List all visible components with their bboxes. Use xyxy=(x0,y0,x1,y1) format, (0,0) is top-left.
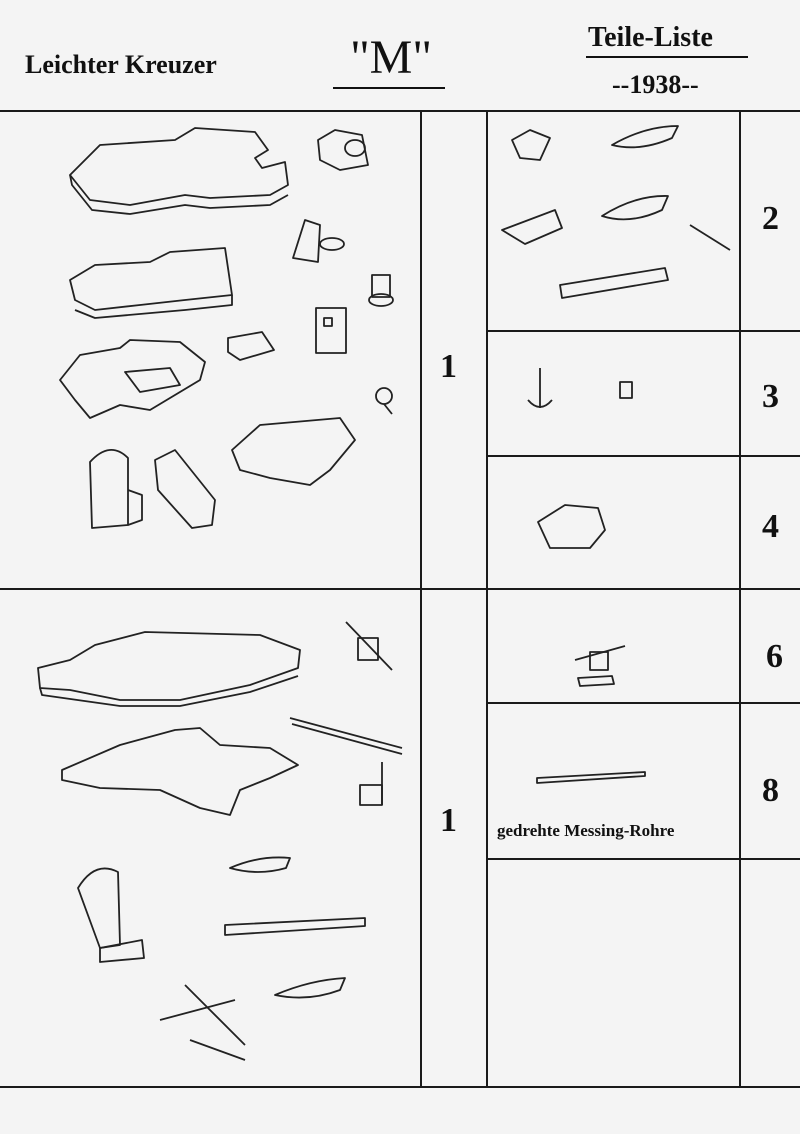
boat-icon xyxy=(602,196,668,219)
section-number-upper: 1 xyxy=(440,348,457,385)
funnel-icon xyxy=(78,868,144,962)
section-number-6: 6 xyxy=(766,638,783,675)
deck-plate-icon xyxy=(60,340,205,418)
turret-icon xyxy=(538,505,605,548)
deck-plate-icon xyxy=(232,418,355,485)
funnel-icon xyxy=(316,308,346,353)
boat-icon xyxy=(230,857,290,872)
crane-icon xyxy=(502,210,562,244)
caption-brass-tubes: gedrehte Messing-Rohre xyxy=(497,821,675,840)
deck-plate-icon xyxy=(70,128,288,214)
boat-icon xyxy=(612,126,678,147)
section-number-8: 8 xyxy=(762,772,779,809)
mast-icon xyxy=(360,762,382,805)
section-number-3: 3 xyxy=(762,378,779,415)
crane-icon xyxy=(225,918,365,935)
header-year: --1938-- xyxy=(612,70,699,99)
gun-icon xyxy=(690,225,730,250)
deck-plate-icon xyxy=(38,632,300,706)
aircraft-icon xyxy=(160,985,245,1060)
gun-icon xyxy=(575,646,625,686)
deck-plate-icon xyxy=(62,728,298,815)
crane-icon xyxy=(290,718,402,754)
funnel-icon xyxy=(90,450,142,528)
tube-icon xyxy=(537,772,645,783)
section-number-lower: 1 xyxy=(440,802,457,839)
turret-icon xyxy=(620,382,632,398)
deck-plate-icon xyxy=(228,332,274,360)
header-title-center: "M" xyxy=(350,31,432,84)
boat-icon xyxy=(275,978,345,998)
turret-icon xyxy=(369,275,393,306)
anchor-icon xyxy=(528,368,552,408)
turret-icon xyxy=(318,130,368,170)
turret-icon xyxy=(376,388,392,414)
turret-icon xyxy=(512,130,550,160)
gun-icon xyxy=(346,622,392,670)
section-number-2: 2 xyxy=(762,200,779,237)
crane-icon xyxy=(560,268,668,298)
deck-plate-icon xyxy=(70,248,232,318)
header-title-left: Leichter Kreuzer xyxy=(25,50,217,79)
mast-icon xyxy=(293,220,344,262)
section-number-4: 4 xyxy=(762,508,779,545)
deck-plate-icon xyxy=(155,450,215,528)
header-title-right: Teile-Liste xyxy=(588,22,713,53)
